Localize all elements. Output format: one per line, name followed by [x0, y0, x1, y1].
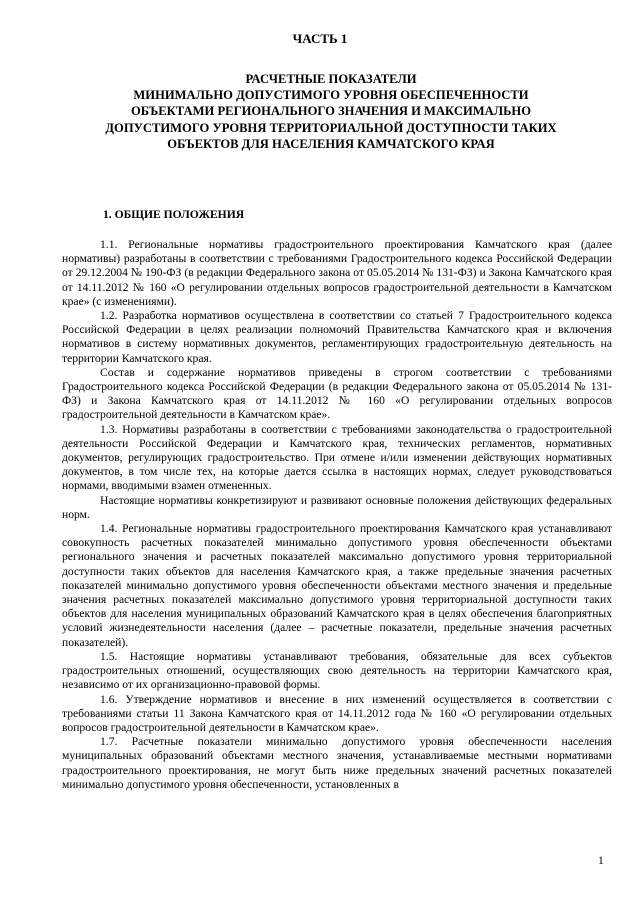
- paragraph-1-4: 1.4. Региональные нормативы градостроительного проектирования Камчатского края устанавливают совокупность расчетных показателей минимально допустимого уровня обеспеченности объектами регионального значения и расчетных показателей максимально допустимого уровня территориальной доступности таких объектов для населения Камчатского края, а также предельные значения расчетных показателей минимально допустимого уровня обеспеченности объектами местного значения и предельные значения расчетных показателей максимально допустимого уровня территориальной доступности таких объектов для населения муниципальных образований Камчатского края в целях обеспечения благоприятных условий жизнедеятельности населения (далее – расчетные показатели, предельные значения расчетных показателей).: [62, 522, 612, 649]
- paragraph-1-5: 1.5. Настоящие нормативы устанавливают требования, обязательные для всех субъектов градостроительных отношений, осуществляющих свою деятельность на территории Камчатского края, независимо от их организационно-правовой формы.: [62, 649, 612, 692]
- paragraph-1-6: 1.6. Утверждение нормативов и внесение в них изменений осуществляется в соответствии с требованиями статьи 11 Закона Камчатского края от 14.11.2012 года № 160 «О регулировании отдельных вопросов градостроительной деятельности в Камчатском крае».: [62, 692, 612, 734]
- paragraph-composition: Состав и содержание нормативов приведены в строгом соответствии с требованиями Градостроительного кодекса Российской Федерации (в редакции Федерального закона от 05.05.2014 № 131-ФЗ) и Закона Камчатского края от 14.11.2012 № 160 «О регулировании отдельных вопросов градостроительной деятельности в Камчатском крае».: [62, 365, 612, 422]
- page-number: 1: [598, 854, 604, 867]
- body-text: [62, 238, 612, 792]
- title-line: ОБЪЕКТОВ ДЛЯ НАСЕЛЕНИЯ КАМЧАТСКОГО КРАЯ: [167, 136, 495, 151]
- title-line: РАСЧЕТНЫЕ ПОКАЗАТЕЛИ: [245, 72, 417, 86]
- paragraph-1-7: 1.7. Расчетные показатели минимально допустимого уровня обеспеченности населения муниципальных образований объектами местного значения, устанавливаемые местными нормативами градостроительного проектирования, не могут быть ниже предельных значений расчетных показателей минимально допустимого уровня обеспеченности, установленных в: [62, 735, 612, 791]
- paragraph-1-1: 1.1. Региональные нормативы градостроительного проектирования Камчатского края (далее нормативы) разработаны в соответствии с требованиями Градостроительного кодекса Российской Федерации от 29.12.2004 № 190-ФЗ (в редакции Федерального закона от 05.05.2014 № 131-ФЗ) и Закона Камчатского края от 14.11.2012 № 160 «О регулировании отдельных вопросов градостроительной деятельности в Камчатском крае» (с изменениями).: [62, 238, 612, 308]
- section-heading: 1. ОБЩИЕ ПОЛОЖЕНИЯ: [103, 208, 245, 221]
- title-line: ДОПУСТИМОГО УРОВНЯ ТЕРРИТОРИАЛЬНОЙ ДОСТУПНОСТИ ТАКИХ: [105, 120, 557, 135]
- part-title: ЧАСТЬ 1: [292, 31, 348, 46]
- title-line: ОБЪЕКТАМИ РЕГИОНАЛЬНОГО ЗНАЧЕНИЯ И МАКСИМАЛЬНО: [130, 104, 532, 119]
- title-line: МИНИМАЛЬНО ДОПУСТИМОГО УРОВНЯ ОБЕСПЕЧЕННОСТИ: [133, 88, 529, 103]
- paragraph-1-2: 1.2. Разработка нормативов осуществлена в соответствии со статьей 7 Градостроительного кодекса Российской Федерации в целях реализации полномочий Правительства Камчатского края и включения нормативов в систему нормативных документов, регламентирующих градостроительную деятельность на территории Камчатского края.: [62, 309, 612, 365]
- paragraph-federal-norms: Настоящие нормативы конкретизируют и развивают основные положения действующих федеральных норм.: [62, 493, 612, 521]
- document-title: [50, 71, 612, 152]
- paragraph-1-3: 1.3. Нормативы разработаны в соответствии с требованиями законодательства о градостроительной деятельности Российской Федерации и Камчатского края, технических регламентов, нормативных документов, регулирующих градостроительство. При отмене и/или изменении действующих нормативных документов, в том числе тех, на которые дается ссылка в настоящих нормах, следует руководствоваться нормами, вводимыми взамен отмененных.: [62, 422, 612, 493]
